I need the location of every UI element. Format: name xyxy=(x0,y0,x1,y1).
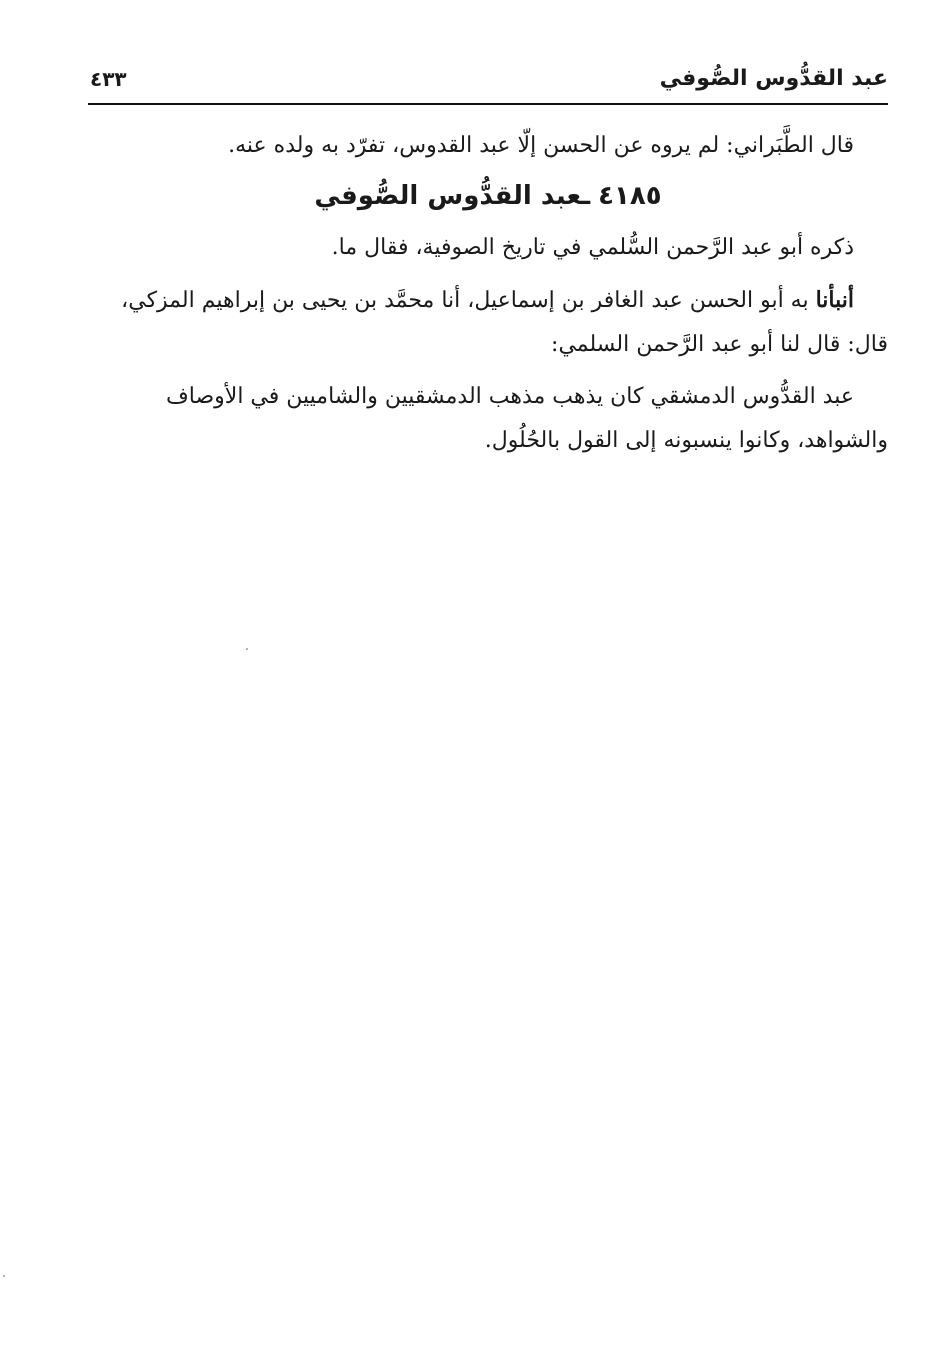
page-number: ٤٣٣ xyxy=(90,67,127,91)
sulami-paragraph: ذكره أبو عبد الرَّحمن السُّلمي في تاريخ الصوفية، فقال ما. xyxy=(331,235,854,260)
entry-name: عبد القدُّوس الصُّوفي xyxy=(314,181,582,211)
header-rule xyxy=(88,103,888,105)
isnad-line-2: قال: قال لنا أبو عبد الرَّحمن السلمي: xyxy=(551,332,888,357)
isnad-line-1-rest: به أبو الحسن عبد الغافر بن إسماعيل، أنا محمَّد بن يحيى بن إبراهيم المزكي، xyxy=(121,288,816,313)
running-title: عبد القدُّوس الصُّوفي xyxy=(659,66,888,91)
entry-heading xyxy=(88,168,888,224)
scan-speck xyxy=(3,1275,5,1277)
entry-separator: ـ xyxy=(581,181,591,211)
body-text xyxy=(88,124,888,463)
running-header xyxy=(88,62,888,102)
quote-line-1: عبد القدُّوس الدمشقي كان يذهب مذهب الدمشقيين والشاميين في الأوصاف xyxy=(165,384,854,409)
isnad-line-1 xyxy=(88,278,888,323)
isnad-lead-word: أنبأنا xyxy=(815,287,854,313)
quote-line-2: والشواهد، وكانوا ينسبونه إلى القول بالحُلُول. xyxy=(484,428,888,453)
tabarani-paragraph: قال الطَّبَراني: لم يروه عن الحسن إلّا عبد القدوس، تفرّد به ولده عنه. xyxy=(228,133,854,158)
scan-speck xyxy=(246,648,248,650)
entry-number: ٤١٨٥ xyxy=(598,181,662,211)
